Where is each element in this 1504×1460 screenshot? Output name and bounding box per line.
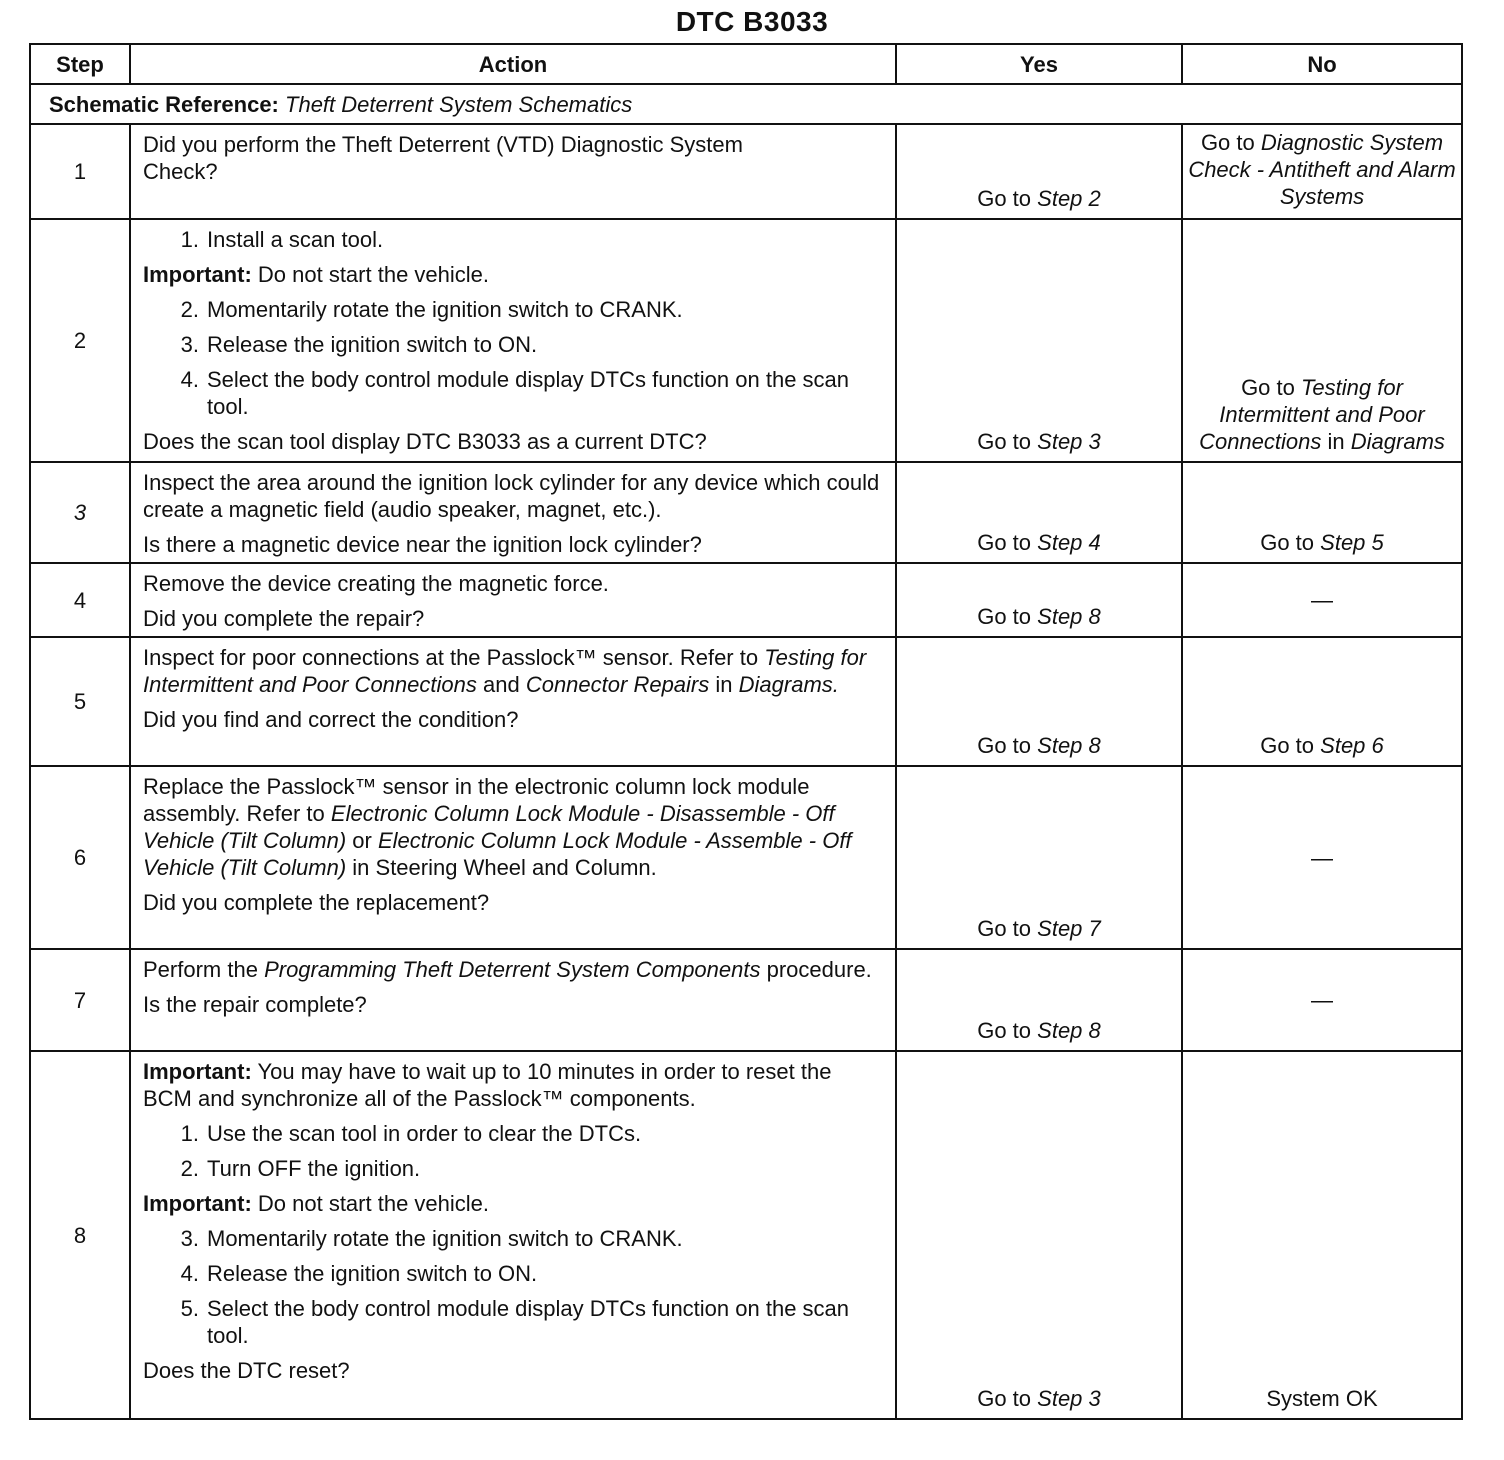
list-item: 5. Select the body control module display DTCs function on the scan tool. [180,1296,850,1348]
no-cell: Go to Step 5 [1182,462,1462,563]
header-row [30,44,1462,84]
system-ok: System OK [1266,1386,1378,1411]
list-item: 2. Momentarily rotate the ignition switch to CRANK. [180,297,683,322]
yes-link[interactable]: Step 3 [1037,1386,1101,1411]
reference-link[interactable]: Connector Repairs [525,672,710,697]
yes-cell: Go to Step 3 [896,219,1182,462]
instruction-text: Replace the Passlock™ sensor in the electronic column lock module assembly. Refer to Electronic Column Lock Module - Disassemble - Off Vehicle (Tilt Column) or Electronic Column Lock Module - Assemble - Off Vehicle (Tilt Column) in Steering Wheel and Column. [143,774,852,880]
schematic-link[interactable]: Theft Deterrent System Schematics [285,91,633,117]
step-number: 6 [30,766,130,949]
yes-link[interactable]: Step 3 [1037,429,1101,454]
important-note: Important: Do not start the vehicle. [143,262,490,287]
reference-link[interactable]: Programming Theft Deterrent System Components [264,957,761,982]
reference-link[interactable]: Electronic Column Lock Module - Disassemble - Off Vehicle (Tilt Column) [143,801,835,853]
important-note: Important: You may have to wait up to 10 minutes in order to reset the BCM and synchronize all of the Passlock™ components. [143,1059,832,1111]
question-text: Is the repair complete? [143,992,367,1017]
header-action: Action [130,44,896,84]
no-cell [1182,1051,1462,1419]
yes-link[interactable]: Step 8 [1037,733,1101,758]
question-text: Did you complete the replacement? [143,890,490,915]
yes-cell: Go to Step 7 [896,766,1182,949]
no-link[interactable]: Step 5 [1320,530,1384,555]
reference-link[interactable]: Electronic Column Lock Module - Assemble - Off Vehicle (Tilt Column) [143,828,852,880]
table-row [30,124,1462,219]
yes-link[interactable]: Step 4 [1037,530,1101,555]
no-link[interactable]: Step 6 [1320,733,1384,758]
page-title: DTC B3033 [675,6,829,37]
table-row [30,563,1462,637]
no-dash: — [1311,987,1333,1013]
no-cell [1182,766,1462,949]
action-cell [130,462,896,563]
table-row [30,1051,1462,1419]
step-number: 1 [30,124,130,219]
step-number: 8 [30,1051,130,1419]
header-yes: Yes [896,44,1182,84]
no-cell: Go to Testing for Intermittent and Poor Connections in Diagrams [1182,219,1462,462]
schematic-row [30,84,1462,124]
question-text: Is there a magnetic device near the ignition lock cylinder? [143,532,702,557]
instruction-text: Remove the device creating the magnetic force. [143,571,609,596]
step-number: 3 [30,462,130,563]
yes-link[interactable]: Step 2 [1037,186,1101,211]
schematic-label: Schematic Reference: [49,91,279,117]
no-cell [1182,949,1462,1051]
table-row [30,637,1462,766]
question-text: Did you find and correct the condition? [143,707,519,732]
yes-link[interactable]: Step 8 [1037,1018,1101,1043]
yes-cell: Go to Step 8 [896,949,1182,1051]
header-step: Step [30,44,130,84]
list-item: 3. Momentarily rotate the ignition switch to CRANK. [180,1226,683,1251]
table-row [30,219,1462,462]
action-cell [130,219,896,462]
action-cell [130,637,896,766]
yes-link[interactable]: Step 8 [1037,604,1101,629]
action-cell [130,1051,896,1419]
no-cell: Go to Diagnostic System Check - Antitheft and Alarm Systems [1182,124,1462,219]
list-item: 1. Install a scan tool. [180,227,384,252]
instruction-text: Perform the Programming Theft Deterrent System Components procedure. [143,957,872,982]
header-no: No [1182,44,1462,84]
list-item: 2. Turn OFF the ignition. [180,1156,421,1181]
yes-cell: Go to Step 4 [896,462,1182,563]
no-dash: — [1311,587,1333,613]
important-note: Important: Do not start the vehicle. [143,1191,490,1216]
no-link-diagrams[interactable]: Diagrams [1350,429,1445,454]
no-cell: Go to Step 6 [1182,637,1462,766]
schematic-reference [30,84,1462,124]
action-cell [130,766,896,949]
step-number: 5 [30,637,130,766]
question-text: Does the DTC reset? [143,1358,350,1383]
step-number: 4 [30,563,130,637]
no-cell [1182,563,1462,637]
question-text: Does the scan tool display DTC B3033 as a current DTC? [143,429,707,454]
yes-link[interactable]: Step 7 [1037,916,1101,941]
list-item: 3. Release the ignition switch to ON. [180,332,538,357]
yes-cell: Go to Step 8 [896,563,1182,637]
table-row [30,766,1462,949]
diagnostic-table [29,43,1463,1420]
instruction-text: Inspect for poor connections at the Passlock™ sensor. Refer to Testing for Intermittent and Poor Connections and Connector Repairs in Diagrams. [143,645,867,697]
table-row [30,462,1462,563]
table-row [30,949,1462,1051]
yes-cell: Go to Step 3 [896,1051,1182,1419]
instruction-text: Inspect the area around the ignition lock cylinder for any device which could create a magnetic field (audio speaker, magnet, etc.). [143,470,880,522]
no-link[interactable]: Diagnostic System Check - Antitheft and Alarm Systems [1188,130,1456,209]
question-text: Did you perform the Theft Deterrent (VTD) Diagnostic System Check? [143,132,743,184]
question-text: Did you complete the repair? [143,606,425,631]
list-item: 4. Release the ignition switch to ON. [180,1261,538,1286]
step-number: 7 [30,949,130,1051]
no-link[interactable]: Testing for Intermittent and Poor Connections [1199,375,1425,454]
action-cell [130,949,896,1051]
reference-link[interactable]: Diagrams. [738,672,839,697]
step-number: 2 [30,219,130,462]
list-item: 4. Select the body control module display DTCs function on the scan tool. [180,367,850,419]
action-cell [130,124,896,219]
action-cell [130,563,896,637]
yes-cell: Go to Step 8 [896,637,1182,766]
list-item: 1. Use the scan tool in order to clear the DTCs. [180,1121,642,1146]
no-dash: — [1311,845,1333,870]
reference-link[interactable]: Testing for Intermittent and Poor Connections [143,645,867,697]
yes-cell: Go to Step 2 [896,124,1182,219]
